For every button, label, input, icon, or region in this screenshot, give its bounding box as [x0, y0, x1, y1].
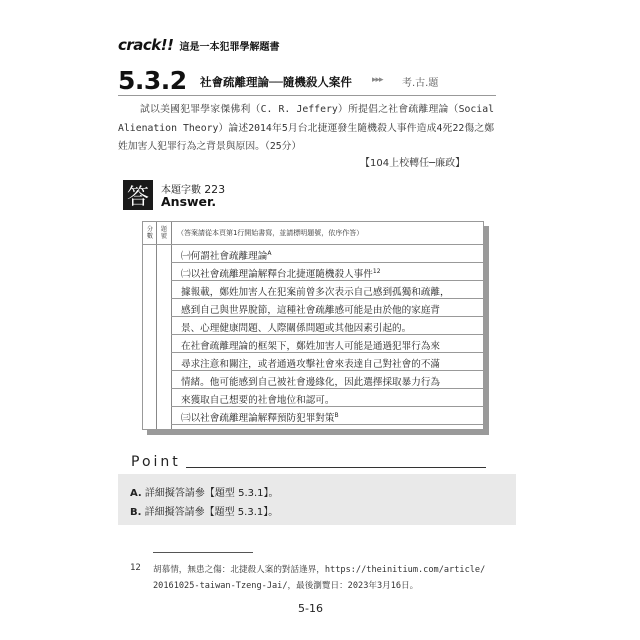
answer-line: ㈢以社會疏離理論解釋預防犯罪對策$^B$ — [181, 411, 339, 424]
answer-line: 來獲取自己想要的社會地位和認可。 — [181, 395, 335, 406]
score-column-header: 分數 — [146, 226, 153, 240]
page-number: 5-16 — [298, 602, 323, 615]
running-header — [118, 36, 279, 54]
sheet-instructions: （答案請從本頁第1行開始書寫，並請標明題號，依序作答） — [177, 229, 364, 237]
footnote-text: 胡慕情，無患之傷：北捷殺人案的對話逢界，https://theinitium.com/article/ — [153, 565, 486, 575]
question-source: 【104上校轉任─廉政】 — [360, 158, 466, 169]
section-divider — [118, 95, 496, 96]
point-item: B. 詳細擬答請參【題型 5.3.1】。 — [130, 507, 279, 518]
section-number: 5.3.2 — [118, 66, 187, 95]
answer-line: 景、心理健康問題、人際關係問題或其他因素引起的。 — [181, 323, 412, 334]
footnote-text: 20161025-taiwan-Tzeng-Jai/，最後瀏覽日：2023年3月16日。 — [153, 581, 419, 591]
point-divider — [186, 467, 486, 468]
point-box — [118, 474, 516, 525]
brand-logo: crack!! — [118, 36, 174, 54]
answer-line: 尋求注意和關注，或者通過攻擊社會來表達自己對社會的不滿 — [181, 359, 441, 370]
answer-line: 感到自己與世界脫節，這種社會疏離感可能是由於他的家庭背 — [181, 305, 441, 316]
footnote-divider — [153, 552, 253, 553]
footnote-number: 12 — [130, 563, 141, 573]
answer-line: ㈠何謂社會疏離理論$^A$ — [181, 249, 272, 262]
answer-line: 據報載，鄭姓加害人在犯案前曾多次表示自己感到孤獨和疏離， — [181, 287, 450, 298]
answer-icon: 答 — [123, 180, 153, 210]
header-subtitle: 這是一本犯罪學解題書 — [179, 42, 280, 53]
answer-line: ㈡以社會疏離理論解釋台北捷運隨機殺人事件$^{12}$ — [181, 267, 381, 280]
answer-line: 情緒。他可能感到自己被社會邊緣化，因此選擇採取暴力行為 — [181, 377, 441, 388]
section-title: 社會疏離理論──隨機殺人案件 — [200, 75, 352, 89]
word-count-label: 本題字數 — [161, 185, 201, 196]
section-heading — [118, 68, 518, 94]
word-count-value: 223 — [204, 183, 226, 196]
question-column-header: 題號 — [160, 226, 167, 240]
answer-sheet — [142, 221, 484, 430]
point-item: A. 詳細擬答請參【題型 5.3.1】。 — [130, 488, 279, 499]
answer-heading: Answer. — [161, 194, 217, 209]
answer-line: 在社會疏離理論的框架下，鄭姓加害人可能是通過犯罪行為來 — [181, 341, 441, 352]
section-tag: 考.古.題 — [402, 78, 439, 89]
arrow-icons: ▸▸▸ — [372, 75, 383, 85]
point-heading: Point — [131, 454, 181, 470]
question-text: 試以美國犯罪學家傑佛利（C. R. Jeffery）所提倡之社會疏離理論（Social Alienation Theory）論述2014年5月台北捷運發生隨機殺人事件造成4死22傷之鄭姓加害人犯罪行為之背景與原因。（25分） — [118, 104, 494, 152]
